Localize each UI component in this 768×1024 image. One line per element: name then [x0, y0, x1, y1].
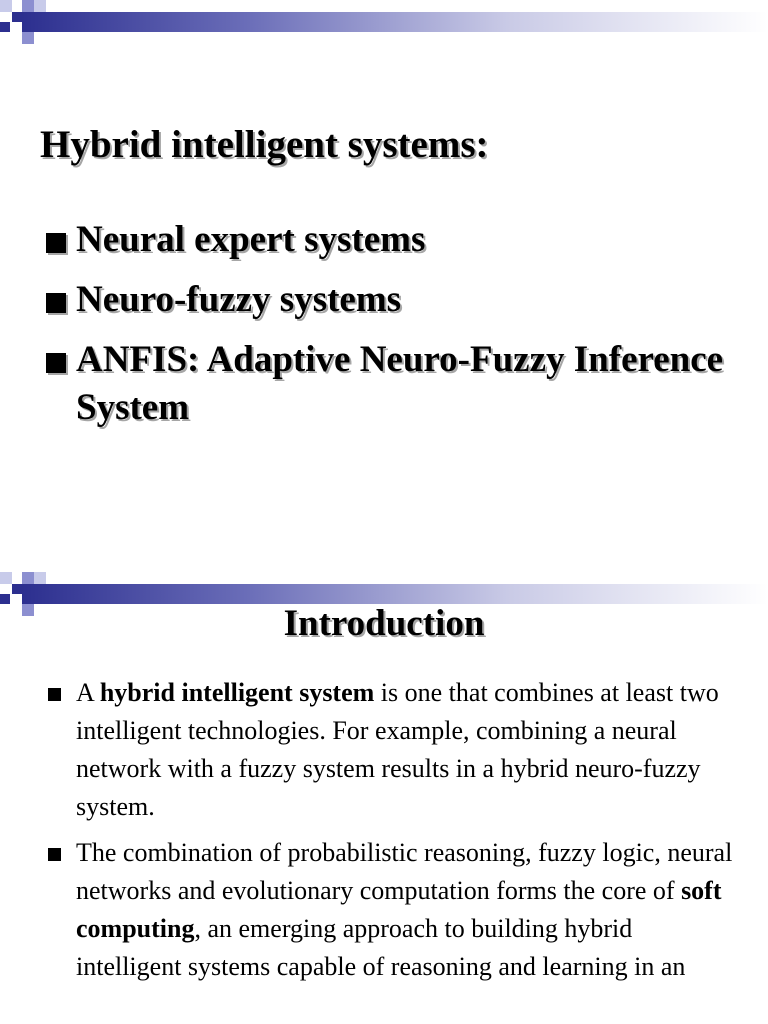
- slide-header-decoration: [0, 0, 768, 46]
- header-square: [22, 572, 34, 584]
- header-square: [0, 572, 12, 584]
- header-square: [12, 584, 22, 594]
- slide-title: Hybrid intelligent systems:: [40, 123, 489, 166]
- header-square: [34, 0, 46, 12]
- list-item-text: Neuro-fuzzy systems: [76, 279, 402, 320]
- text-segment: is one that combines at least two intelligent technologies. For example, combining a neural network with a fuzzy system results in a hybrid neuro-fuzzy system.: [76, 678, 719, 821]
- header-gradient-bar: [22, 584, 768, 604]
- bullet-square-icon: [46, 293, 66, 313]
- list-item: [46, 674, 736, 826]
- slide-title: Introduction: [283, 603, 485, 644]
- text-segment: , an emerging approach to building hybrid intelligent systems capable of reasoning and learning in an: [76, 914, 686, 981]
- bullet-square-icon: [48, 688, 61, 701]
- bold-term: soft computing: [76, 876, 722, 943]
- slide-introduction: [0, 572, 768, 1024]
- topic-list: [46, 216, 726, 444]
- text-segment: A: [76, 678, 100, 707]
- text-segment: The combination of probabilistic reasoning, fuzzy logic, neural networks and evolutionary computation forms the core of: [76, 838, 733, 905]
- paragraph-list: [46, 674, 736, 994]
- header-square: [12, 12, 22, 22]
- header-square: [22, 0, 34, 12]
- list-item: [46, 216, 726, 264]
- header-square: [0, 22, 10, 32]
- list-item: [46, 336, 726, 432]
- header-square: [0, 0, 12, 12]
- bullet-square-icon: [48, 848, 61, 861]
- bold-term: hybrid intelligent system: [99, 678, 375, 707]
- header-gradient-bar: [22, 12, 768, 32]
- list-item: [46, 276, 726, 324]
- bullet-square-icon: [46, 353, 66, 373]
- list-item: [46, 834, 736, 986]
- list-item-text: ANFIS: Adaptive Neuro-Fuzzy Inference System: [76, 339, 724, 428]
- header-square: [34, 572, 46, 584]
- bullet-square-icon: [46, 233, 66, 253]
- header-square: [22, 32, 34, 44]
- list-item-text: Neural expert systems: [76, 219, 426, 260]
